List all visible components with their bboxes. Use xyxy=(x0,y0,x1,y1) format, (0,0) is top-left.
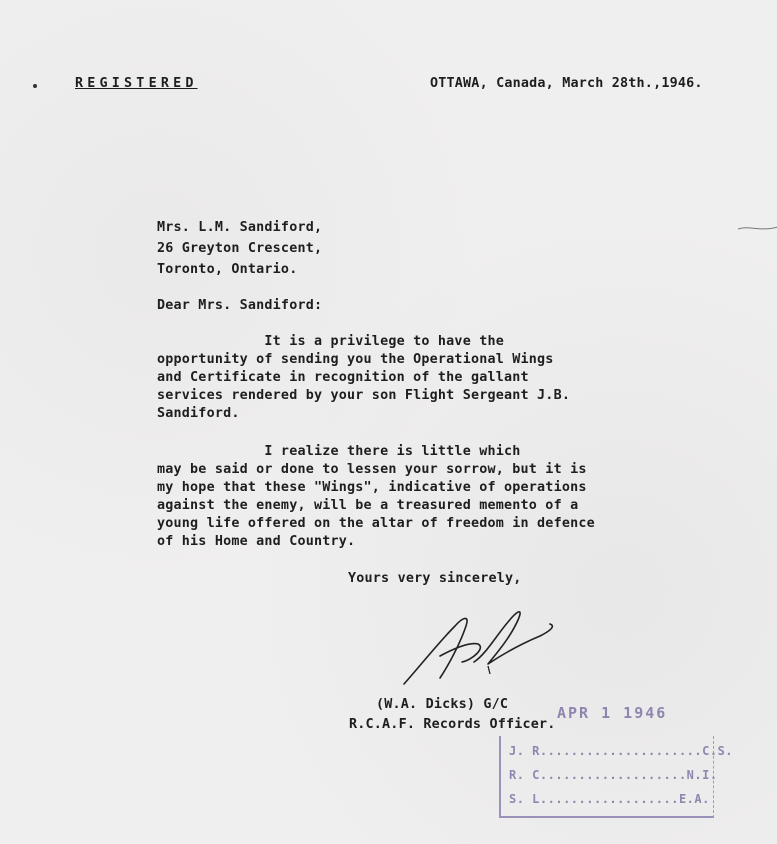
address-line-3: Toronto, Ontario. xyxy=(157,262,298,277)
paragraph-1-line: Sandiford. xyxy=(157,406,240,421)
paragraph-1-line: and Certificate in recognition of the gallant xyxy=(157,370,529,385)
address-line-1: Mrs. L.M. Sandiford, xyxy=(157,220,323,235)
salutation: Dear Mrs. Sandiford: xyxy=(157,298,323,313)
address-line-2: 26 Greyton Crescent, xyxy=(157,241,323,256)
signer-name: (W.A. Dicks) G/C xyxy=(376,697,509,712)
paragraph-2-line: may be said or done to lessen your sorrow, but it is xyxy=(157,462,587,477)
paragraph-2-line: I realize there is little which xyxy=(157,444,521,459)
stamp-row: S. L..................E.A. xyxy=(509,792,710,806)
stamp-date: APR 1 1946 xyxy=(557,704,668,722)
punch-mark xyxy=(33,84,37,88)
paragraph-1-line: opportunity of sending you the Operational Wings xyxy=(157,352,554,367)
closing: Yours very sincerely, xyxy=(348,571,522,586)
paragraph-1-line: It is a privilege to have the xyxy=(157,334,504,349)
stamp-row: J. R.....................C.S. xyxy=(509,744,734,758)
paragraph-2-line: of his Home and Country. xyxy=(157,534,356,549)
paragraph-2-line: young life offered on the altar of freedom in defence xyxy=(157,516,595,531)
signer-title: R.C.A.F. Records Officer. xyxy=(349,717,556,732)
stamp-box xyxy=(499,736,734,818)
paragraph-2-line: against the enemy, will be a treasured memento of a xyxy=(157,498,579,513)
dateline: OTTAWA, Canada, March 28th.,1946. xyxy=(430,76,703,91)
paragraph-2-line: my hope that these "Wings", indicative of operations xyxy=(157,480,587,495)
registered-heading: REGISTERED xyxy=(75,76,198,91)
paragraph-1-line: services rendered by your son Flight Sergeant J.B. xyxy=(157,388,571,403)
received-stamp xyxy=(497,676,734,821)
paper-crease xyxy=(738,223,777,233)
stamp-row: R. C...................N.I. xyxy=(509,768,718,782)
